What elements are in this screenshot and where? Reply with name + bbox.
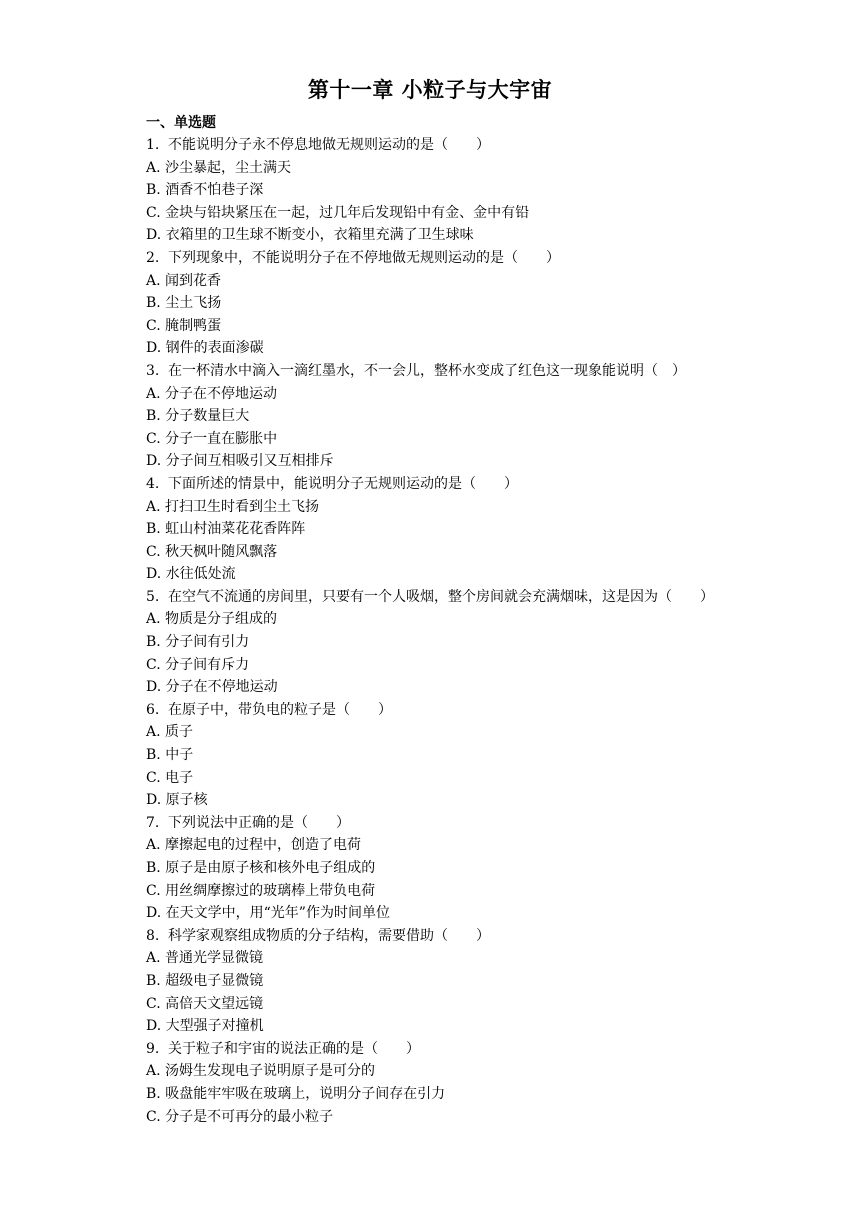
question-stem	[146, 1038, 726, 1061]
question-item	[146, 1038, 726, 1128]
question-text: 不能说明分子永不停息地做无规则运动的是（ ）	[168, 137, 490, 153]
answer-option: A. 摩擦起电的过程中，创造了电荷	[146, 837, 362, 854]
question-stem	[146, 699, 726, 722]
question-text: 在原子中，带负电的粒子是（ ）	[168, 701, 392, 718]
question-number: 1.	[146, 137, 160, 153]
section-heading: 一、单选题	[146, 115, 216, 131]
question-item	[146, 925, 726, 1038]
question-item	[146, 586, 726, 699]
question-text: 下列现象中，不能说明分子在不停地做无规则运动的是（ ）	[168, 249, 560, 266]
question-number: 4.	[146, 475, 160, 492]
answer-option: A. 汤姆生发现电子说明原子是可分的	[146, 1063, 376, 1080]
question-number: 5.	[146, 588, 160, 605]
answer-option: D. 在天文学中，用“光年”作为时间单位	[146, 905, 390, 922]
question-text: 关于粒子和宇宙的说法正确的是（ ）	[168, 1040, 420, 1057]
answer-option: C. 用丝绸摩擦过的玻璃棒上带负电荷	[146, 882, 376, 899]
answer-option: C. 分子是不可再分的最小粒子	[146, 1108, 334, 1125]
answer-option: A. 物质是分子组成的	[146, 611, 278, 628]
question-text: 科学家观察组成物质的分子结构，需要借助（ ）	[168, 927, 490, 944]
answer-option: A. 分子在不停地运动	[146, 385, 278, 402]
answer-option: A. 质子	[146, 724, 194, 741]
question-text: 在空气不流通的房间里，只要有一个人吸烟，整个房间就会充满烟味，这是因为（ ）	[168, 588, 714, 605]
answer-option: D. 原子核	[146, 792, 208, 809]
answer-option: D. 钢件的表面渗碳	[146, 340, 264, 357]
question-stem	[146, 812, 726, 835]
answer-option: C. 分子间有斥力	[146, 656, 250, 673]
question-stem	[146, 473, 726, 496]
question-stem	[146, 134, 726, 157]
answer-option: A. 沙尘暴起，尘土满天	[146, 159, 292, 176]
question-item	[146, 360, 726, 473]
answer-option: B. 酒香不怕巷子深	[146, 182, 264, 199]
question-item	[146, 247, 726, 360]
answer-option: D. 衣箱里的卫生球不断变小，衣箱里充满了卫生球味	[146, 227, 474, 244]
answer-option: C. 金块与铅块紧压在一起，过几年后发现铅中有金、金中有铅	[146, 204, 530, 221]
answer-option: D. 分子间互相吸引又互相排斥	[146, 453, 334, 470]
answer-option: B. 原子是由原子核和核外电子组成的	[146, 860, 376, 876]
question-item	[146, 134, 726, 247]
answer-option: C. 秋天枫叶随风飘落	[146, 543, 278, 560]
answer-option: C. 分子一直在膨胀中	[146, 430, 278, 447]
question-text: 下列说法中正确的是（ ）	[168, 814, 350, 831]
question-list	[146, 134, 726, 1128]
question-number: 2.	[146, 249, 160, 266]
question-item	[146, 699, 726, 812]
question-stem	[146, 925, 726, 948]
answer-option: B. 分子间有引力	[146, 634, 250, 651]
answer-option: A. 打扫卫生时看到尘土飞扬	[146, 498, 320, 515]
answer-option: B. 分子数量巨大	[146, 408, 250, 425]
answer-option: A. 普通光学显微镜	[146, 950, 264, 967]
question-number: 3.	[146, 362, 160, 379]
question-number: 8.	[146, 927, 160, 944]
answer-option: C. 电子	[146, 769, 194, 786]
answer-option: C. 高倍天文望远镜	[146, 995, 264, 1012]
question-number: 7.	[146, 814, 160, 831]
question-stem	[146, 586, 726, 609]
question-text: 在一杯清水中滴入一滴红墨水，不一会儿，整杯水变成了红色这一现象能说明（ ）	[168, 362, 686, 379]
question-item	[146, 473, 726, 586]
question-item	[146, 812, 726, 925]
question-number: 6.	[146, 701, 160, 718]
question-text: 下面所述的情景中，能说明分子无规则运动的是（ ）	[168, 475, 518, 492]
page-title: 第十一章 小粒子与大宇宙	[307, 77, 553, 102]
answer-option: B. 虹山村油菜花花香阵阵	[146, 521, 306, 538]
answer-option: D. 水往低处流	[146, 566, 236, 583]
answer-option: B. 吸盘能牢牢吸在玻璃上，说明分子间存在引力	[146, 1085, 446, 1102]
answer-option: C. 腌制鸭蛋	[146, 317, 222, 334]
answer-option: D. 分子在不停地运动	[146, 679, 278, 696]
question-number: 9.	[146, 1040, 160, 1057]
answer-option: B. 尘土飞扬	[146, 295, 222, 312]
answer-option: B. 中子	[146, 747, 194, 764]
question-stem	[146, 247, 726, 270]
answer-option: D. 大型强子对撞机	[146, 1018, 264, 1035]
answer-option: B. 超级电子显微镜	[146, 972, 264, 989]
answer-option: A. 闻到花香	[146, 272, 222, 289]
question-stem	[146, 360, 726, 383]
